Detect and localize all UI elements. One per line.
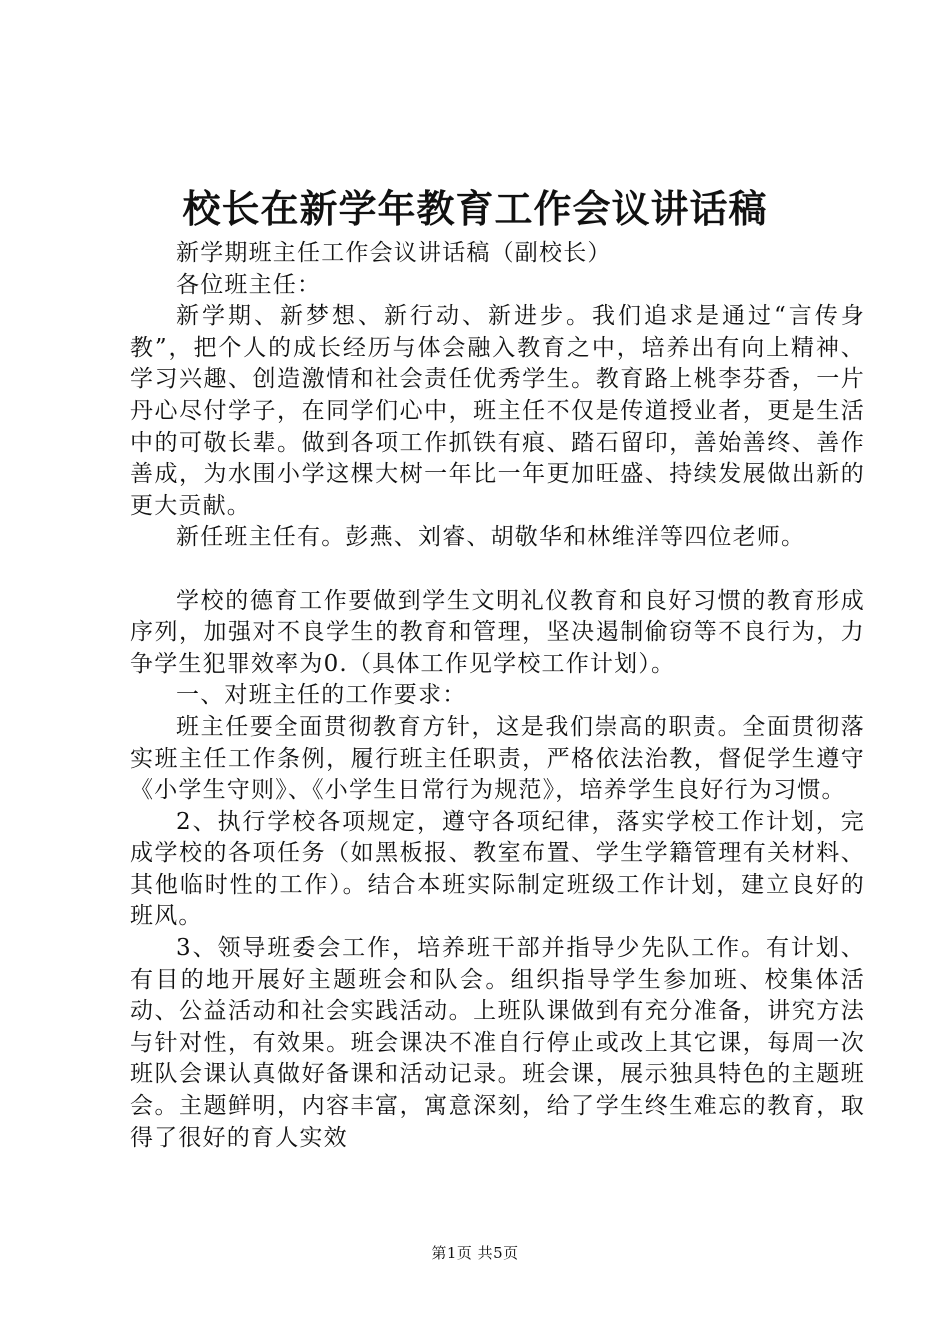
paragraph-section-heading: 一、对班主任的工作要求：	[176, 682, 467, 709]
page-footer: 第1页 共5页	[431, 1244, 519, 1262]
paragraph-moral-education: 学校的德育工作要做到学生文明礼仪教育和良好习惯的教育形成序列，加强对不良学生的教育和管理，坚决遏制偷窃等不良行为，力争学生犯罪效率为0.（具体工作见学校工作计划）。	[130, 587, 865, 677]
paragraph-salutation: 各位班主任：	[176, 271, 322, 298]
document-body	[130, 238, 865, 1154]
paragraph-subtitle: 新学期班主任工作会议讲话稿（副校长）	[176, 240, 612, 266]
paragraph-new-teachers: 新任班主任有。彭燕、刘睿、胡敬华和林维洋等四位老师。	[176, 524, 806, 551]
document-title: 校长在新学年教育工作会议讲话稿	[182, 186, 768, 231]
blank-line	[130, 554, 865, 586]
paragraph-requirement-1: 班主任要全面贯彻教育方针，这是我们崇高的职责。全面贯彻落实班主任工作条例，履行班主任职责，严格依法治教，督促学生遵守《小学生守则》、《小学生日常行为规范》，培养学生良好行为习惯。	[130, 713, 865, 804]
paragraph-requirement-3: 3、领导班委会工作，培养班干部并指导少先队工作。有计划、有目的地开展好主题班会和队会。组织指导学生参加班、校集体活动、公益活动和社会实践活动。上班队课做到有充分准备，讲究方法与针对性，有效果。班会课决不准自行停止或改上其它课，每周一次班队会课认真做好备课和活动记录。班会课，展示独具特色的主题班会。主题鲜明，内容丰富，寓意深刻，给了学生终生难忘的教育，取得了很好的育人实效	[130, 935, 865, 1151]
paragraph-intro: 新学期、新梦想、新行动、新进步。我们追求是通过“言传身教”，把个人的成长经历与体会融入教育之中，培养出有向上精神、学习兴趣、创造激情和社会责任优秀学生。教育路上桃李芬香，一片丹心尽付学子，在同学们心中，班主任不仅是传道授业者，更是生活中的可敬长辈。做到各项工作抓铁有痕、踏石留印，善始善终、善作善成，为水围小学这棵大树一年比一年更加旺盛、持续发展做出新的更大贡献。	[130, 303, 865, 519]
paragraph-requirement-2: 2、执行学校各项规定，遵守各项纪律，落实学校工作计划，完成学校的各项任务（如黑板报、教室布置、学生学籍管理有关材料、其他临时性的工作）。结合本班实际制定班级工作计划，建立良好的班风。	[130, 808, 865, 930]
